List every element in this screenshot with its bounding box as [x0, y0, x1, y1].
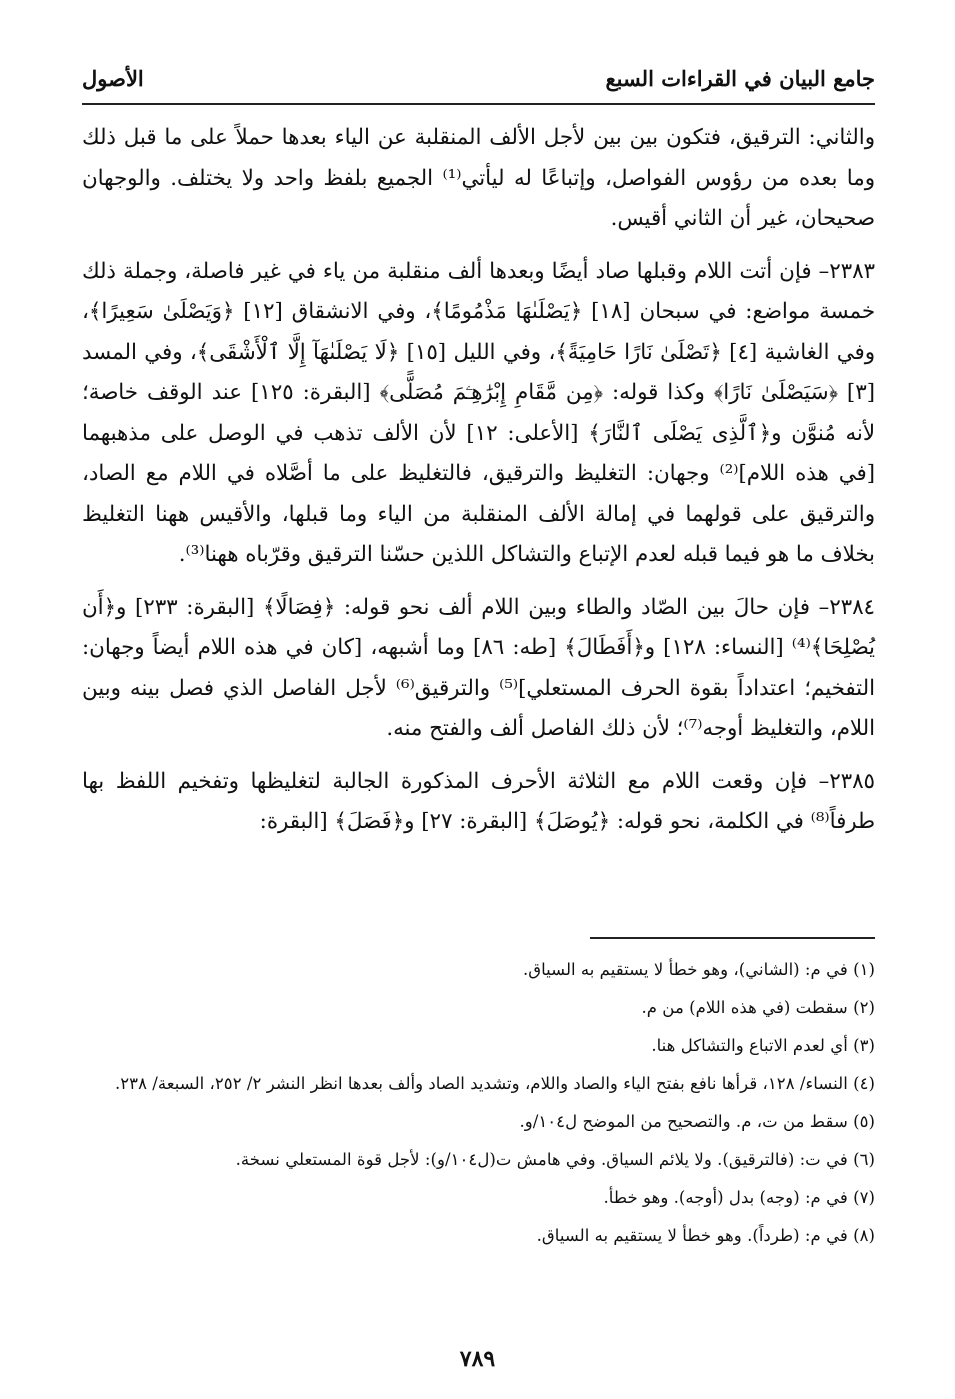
footnote: (٦) في ت: (فالترقيق). ولا يلائم السياق. وفي هامش ت(ل١٠٤/و): لأجل قوة المستعلي نسخة. [235, 1150, 875, 1169]
main-text [82, 118, 875, 855]
paragraph [82, 588, 875, 750]
paragraph-text: ٢٣٨٥– فإن وقعت اللام مع الثلاثة الأحرف المذكورة الجالبة لتغليظها وتفخيم اللفظ بها طرفاً⁽⁸⁾ في الكلمة، نحو قوله: ﴿يُوصَلَ﴾ [البقرة: ٢٧] و﴿فَصَلَ﴾ [البقرة: [82, 768, 875, 834]
paragraph-text: ٢٣٨٤– فإن حالَ بين الصّاد والطاء وبين اللام ألف نحو قوله: ﴿فِصَالًا﴾ [البقرة: ٢٣٣] و﴿أَن يُصْلِحَا﴾⁽⁴⁾ [النساء: ١٢٨] و﴿أَفَطَالَ﴾ [طه: ٨٦] وما أشبهه، [كان في هذه اللام أيضاً وجهان: التفخيم؛ اعتداداً بقوة الحرف المستعلي]⁽⁵⁾ والترقيق⁽⁶⁾ لأجل الفاصل الذي فصل بينه وبين اللام، والتغليظ أوجه⁽⁷⁾؛ لأن ذلك الفاصل ألف والفتح منه. [82, 594, 875, 741]
footnote: (٥) سقط من ت، م. والتصحيح من الموضح ل١٠٤/و. [519, 1112, 875, 1131]
footnote: (٧) في م: (وجه) بدل (أوجه). وهو خطأ. [603, 1188, 875, 1207]
footnote: (٨) في م: (طرداً). وهو خطأ لا يستقيم به السياق. [536, 1226, 875, 1245]
section-title: الأصول [82, 66, 144, 91]
footnote: (١) في م: (الشاني)، وهو خطأ لا يستقيم به السياق. [522, 960, 875, 979]
page-number: ٧٨٩ [459, 1346, 496, 1372]
book-title: جامع البيان في القراءات السبع [605, 66, 875, 91]
paragraph [82, 118, 875, 240]
paragraph-text: ٢٣٨٣– فإن أتت اللام وقبلها صاد أيضًا وبعدها ألف منقلبة من ياء في غير فاصلة، وجملة ذلك خمسة مواضع: في سبحان [١٨] ﴿يَصْلَىٰهَا مَذْمُومًا﴾، وفي الانشقاق [١٢] ﴿وَيَصْلَىٰ سَعِيرًا﴾، وفي الغاشية [٤] ﴿تَصْلَىٰ نَارًا حَامِيَةً﴾، وفي الليل [١٥] ﴿لَا يَصْلَىٰهَآ إِلَّا ٱلْأَشْقَى﴾، وفي المسد [٣] ﴿سَيَصْلَىٰ نَارًا﴾ وكذا قوله: ﴿مِن مَّقَامِ إِبْرَٰهِـۧمَ مُصَلًّى﴾ [البقرة: ١٢٥] عند الوقف خاصة؛ لأنه مُنوَّن و﴿ٱلَّذِى يَصْلَى ٱلنَّارَ﴾ [الأعلى: ١٢] لأن الألف تذهب في الوصل على مذهبهما [في هذه اللام]⁽²⁾ وجهان: التغليظ والترقيق، فالتغليظ على ما أصَّلاه في اللام مع الصاد، والترقيق على قولهما في إمالة الألف المنقلبة من الياء وما قبلها، والأقيس ههنا التغليظ بخلاف ما هو فيما قبله لعدم الإتباع والتشاكل اللذين حسّنا الترقيق وقرّباه ههنا⁽³⁾. [82, 258, 876, 567]
paragraph [82, 252, 875, 576]
footnotes [82, 955, 875, 1259]
footnote-separator [590, 937, 875, 939]
paragraph-text: والثاني: الترقيق، فتكون بين بين لأجل الألف المنقلبة عن الياء بعدها حملاً على ما قبل ذلك وما بعده من رؤوس الفواصل، وإتباعًا له ليأتي⁽¹⁾ الجميع بلفظ واحد ولا يختلف. والوجهان صحيحان، غير أن الثاني أقيس. [82, 125, 875, 231]
footnote: (٤) النساء/ ١٢٨، قرأها نافع بفتح الياء والصاد واللام، وتشديد الصاد وألف بعدها انظر النشر ٢/ ٢٥٢، السبعة/ ٢٣٨. [114, 1074, 875, 1093]
paragraph [82, 762, 875, 843]
footnote: (٣) أي لعدم الاتباع والتشاكل هنا. [651, 1036, 875, 1055]
header-rule [82, 103, 875, 105]
footnote: (٢) سقطت (في هذه اللام) من م. [641, 998, 875, 1017]
running-header [82, 62, 875, 98]
